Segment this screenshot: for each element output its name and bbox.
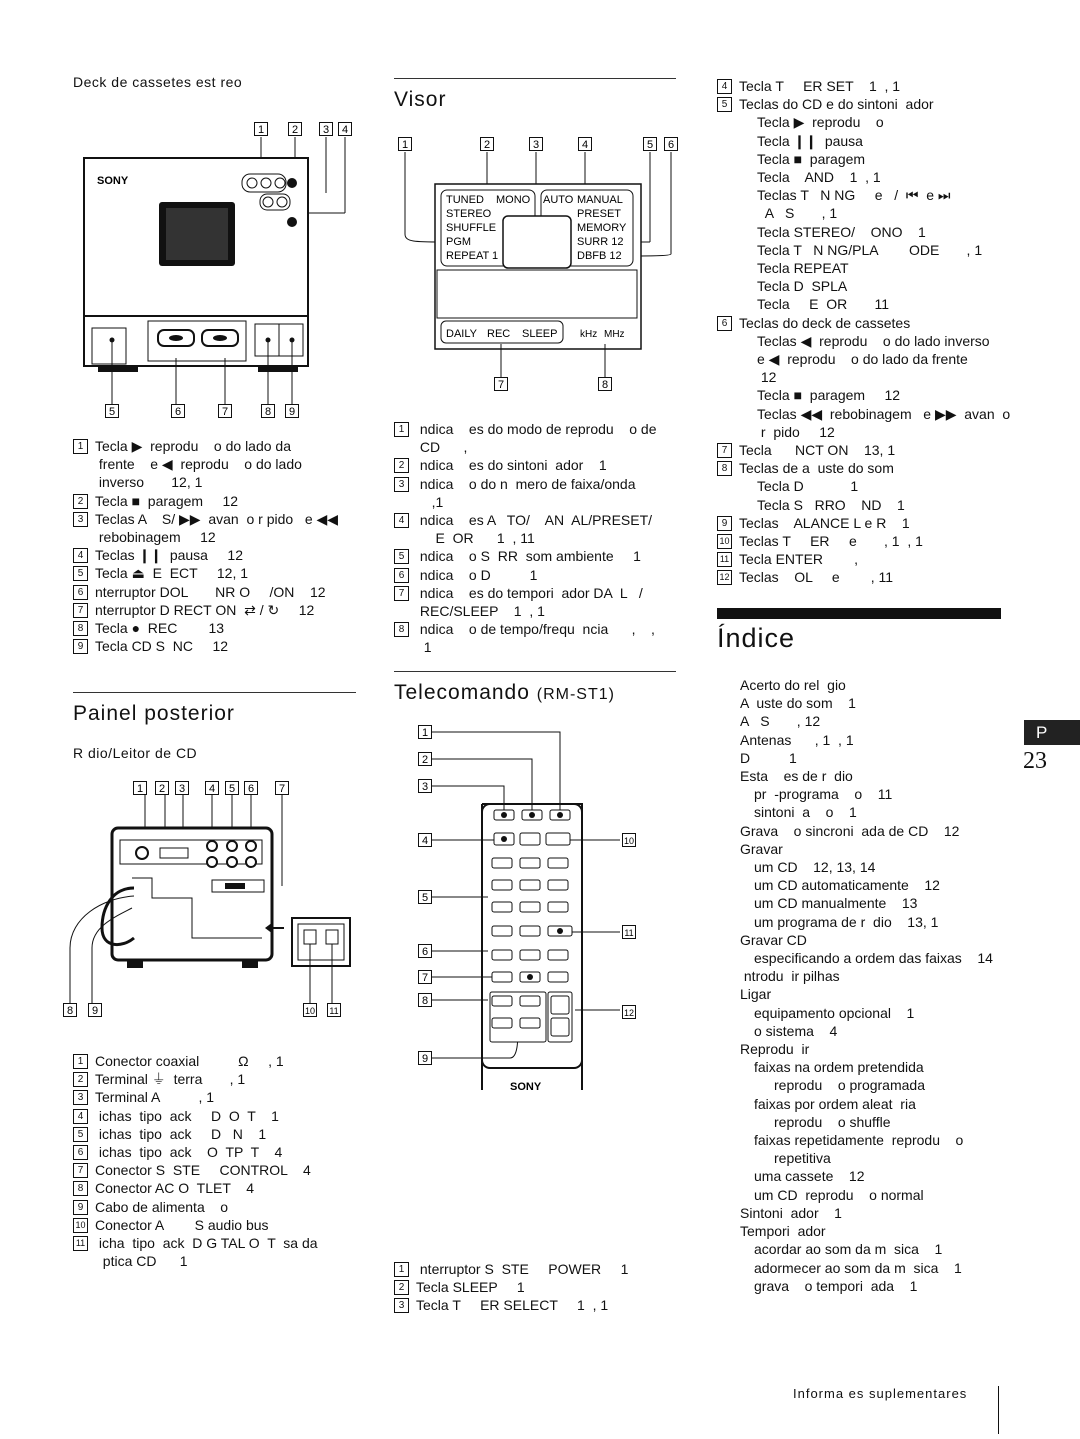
svg-text:SURR 12: SURR 12 bbox=[577, 236, 624, 248]
callout-number: 3 bbox=[421, 781, 429, 793]
list-item bbox=[73, 510, 363, 546]
remote-brand: SONY bbox=[510, 1081, 542, 1093]
item-text: ndica es do tempori ador DA L / REC/SLEEP 1 , 1 bbox=[419, 584, 643, 620]
index-entry: um CD 12, 13, 14 bbox=[754, 859, 876, 876]
remote-button bbox=[520, 1018, 540, 1028]
index-entry: reprodu o programada bbox=[774, 1077, 925, 1094]
remote-button bbox=[492, 996, 512, 1006]
list-item bbox=[717, 314, 1022, 332]
item-text: Conector S STE CONTROL 4 bbox=[95, 1162, 311, 1179]
svg-text:kHz: kHz bbox=[580, 329, 598, 340]
item-number: 8 bbox=[394, 622, 409, 637]
list-item bbox=[394, 1260, 680, 1278]
painel-posterior-title: Painel posterior bbox=[73, 702, 235, 725]
item-text: Tecla NCT ON 13, 1 bbox=[739, 442, 896, 459]
remote-button bbox=[492, 880, 512, 890]
index-entry: ntrodu ir pilhas bbox=[740, 968, 840, 985]
footer-section-name: Informa es suplementares bbox=[793, 1386, 968, 1401]
item-text: Teclas T ER e , 1 , 1 bbox=[739, 533, 923, 550]
item-text: Teclas do CD e do sintoni ador bbox=[739, 96, 934, 113]
list-item bbox=[73, 1107, 363, 1125]
callout-number: 10 bbox=[623, 836, 635, 846]
list-item bbox=[73, 1088, 363, 1106]
callout-number: 1 bbox=[401, 139, 409, 151]
list-item bbox=[73, 1198, 363, 1216]
item-text: Teclas ❙❙ pausa 12 bbox=[95, 547, 243, 564]
item-number: 12 bbox=[717, 570, 732, 585]
item-text: Teclas ALANCE L e R 1 bbox=[739, 514, 910, 531]
item-number: 4 bbox=[73, 548, 88, 563]
item-text: Tecla ■ paragem 12 bbox=[757, 387, 901, 404]
item-text: Cabo de alimenta o bbox=[95, 1198, 229, 1215]
list-item bbox=[717, 113, 1022, 131]
index-entry: Tempori ador bbox=[740, 1223, 826, 1240]
item-number: 9 bbox=[73, 1200, 88, 1215]
item-text: Tecla ENTER , bbox=[739, 551, 859, 568]
item-text: Tecla REPEAT bbox=[757, 260, 849, 277]
item-text: Terminal A , 1 bbox=[95, 1089, 215, 1106]
index-entry: Reprodu ir bbox=[740, 1041, 810, 1058]
remote-button bbox=[492, 950, 512, 960]
item-text: nterruptor DOL NR O /ON 12 bbox=[95, 583, 326, 600]
item-number: 1 bbox=[394, 422, 409, 437]
item-text: nterruptor S STE POWER 1 bbox=[416, 1261, 629, 1277]
callout-number: 7 bbox=[421, 972, 429, 984]
item-text: Teclas do deck de cassetes bbox=[739, 314, 911, 331]
list-item bbox=[717, 405, 1022, 441]
remote-button bbox=[492, 902, 512, 912]
index-entry: reprodu o shuffle bbox=[774, 1113, 891, 1130]
item-number: 8 bbox=[73, 621, 88, 636]
indice-title: Índice bbox=[717, 623, 796, 653]
item-text: ndica o do n mero de faixa/onda ,1 bbox=[419, 475, 636, 510]
list-item bbox=[73, 1052, 363, 1070]
index-entry: Sintoni ador 1 bbox=[740, 1204, 842, 1221]
callout-number: 5 bbox=[421, 892, 429, 904]
list-item bbox=[73, 564, 363, 582]
remote-model: (RM-ST1) bbox=[536, 686, 615, 703]
callout-number: 2 bbox=[158, 783, 166, 795]
remote-button bbox=[520, 926, 540, 936]
svg-text:AUTO: AUTO bbox=[543, 194, 574, 206]
item-number: 2 bbox=[73, 494, 88, 509]
cassette-deck-illustration bbox=[80, 118, 365, 423]
callout-number: 11 bbox=[329, 1006, 339, 1016]
callout-number: 5 bbox=[108, 406, 116, 418]
remote-button bbox=[551, 1018, 569, 1036]
remote-controls-list-continued bbox=[717, 77, 1022, 587]
index-entry: A uste do som 1 bbox=[740, 695, 856, 712]
list-item bbox=[73, 492, 363, 510]
item-number: 5 bbox=[73, 566, 88, 581]
list-item bbox=[73, 546, 363, 564]
item-text: Conector AC O TLET 4 bbox=[95, 1180, 254, 1197]
remote-button bbox=[548, 972, 568, 982]
list-item bbox=[717, 223, 1022, 241]
item-number: 1 bbox=[394, 1262, 409, 1277]
item-number: 6 bbox=[394, 568, 409, 583]
callout-number: 4 bbox=[421, 835, 429, 847]
item-text: Teclas de a uste do som bbox=[739, 460, 894, 477]
item-text: Conector A S audio bus bbox=[95, 1216, 269, 1233]
item-text: Tecla ▶ reprodu o do lado da frente e ◀ reprodu o do lado inverso 12, 1 bbox=[95, 438, 302, 491]
item-number: 8 bbox=[73, 1181, 88, 1196]
callout-number: 5 bbox=[228, 783, 236, 795]
footer-rule bbox=[998, 1386, 999, 1434]
callout-number: 6 bbox=[667, 139, 675, 151]
callout-number: 12 bbox=[623, 1008, 635, 1018]
item-number: 3 bbox=[394, 477, 409, 492]
list-item bbox=[717, 496, 1022, 514]
callout-number: 2 bbox=[483, 139, 491, 151]
callout-number: 4 bbox=[581, 139, 589, 151]
index-entry: especificando a ordem das faixas 14 bbox=[754, 950, 993, 967]
index-entry: Grava o sincroni ada de CD 12 bbox=[740, 822, 960, 839]
item-text: Tecla T ER SET 1 , 1 bbox=[739, 78, 901, 94]
list-item bbox=[717, 277, 1022, 295]
list-item bbox=[394, 584, 680, 620]
index-entry: um CD automaticamente 12 bbox=[754, 877, 940, 894]
callout-number: 9 bbox=[91, 1005, 99, 1017]
callout-number: 7 bbox=[497, 379, 505, 391]
item-text: Teclas T N NG e / ⏮ e ⏭ A S , 1 bbox=[757, 187, 951, 222]
callout-number: 1 bbox=[257, 124, 265, 136]
list-item bbox=[717, 550, 1022, 568]
index-entry: uma cassete 12 bbox=[754, 1168, 865, 1185]
radio-cd-heading: R dio/Leitor de CD bbox=[73, 745, 198, 761]
item-text: icha tipo ack D G TAL O T sa da ptica CD 1 bbox=[98, 1235, 318, 1270]
remote-control-illustration bbox=[410, 720, 645, 1093]
item-text: ndica o de tempo/frequ ncia , , 1 bbox=[419, 621, 655, 656]
language-tab: P bbox=[1024, 720, 1080, 745]
rear-panel-list bbox=[73, 1052, 363, 1270]
index-entry: sintoni a o 1 bbox=[754, 804, 857, 821]
item-text: Tecla D 1 bbox=[757, 478, 859, 495]
list-item bbox=[717, 568, 1022, 586]
item-text: ichas tipo ack D O T 1 bbox=[95, 1107, 279, 1124]
callout-number: 10 bbox=[304, 1006, 316, 1016]
callout-number: 1 bbox=[421, 727, 429, 739]
item-text: Terminal ⏚ terra , 1 bbox=[95, 1071, 246, 1088]
item-text: Teclas A S/ ▶▶ avan o r pido e ◀◀ rebobinagem 12 bbox=[95, 510, 339, 546]
list-item bbox=[394, 547, 680, 565]
list-item bbox=[717, 150, 1022, 168]
item-text: Tecla ⏏ E ECT 12, 1 bbox=[95, 565, 249, 582]
index-entry: pr -programa o 11 bbox=[754, 786, 893, 803]
page-number: 23 bbox=[1023, 748, 1047, 774]
item-number: 1 bbox=[73, 439, 88, 454]
callout-number: 6 bbox=[174, 406, 182, 418]
item-number: 6 bbox=[717, 316, 732, 331]
list-item bbox=[394, 456, 680, 474]
index-entry: Ligar bbox=[740, 986, 772, 1003]
deck-heading: Deck de cassetes est reo bbox=[73, 74, 243, 90]
list-item bbox=[73, 1234, 363, 1270]
list-item bbox=[717, 95, 1022, 113]
remote-button bbox=[520, 833, 540, 845]
svg-text:SLEEP: SLEEP bbox=[522, 328, 558, 340]
item-number: 4 bbox=[73, 1109, 88, 1124]
list-item bbox=[73, 1216, 363, 1234]
list-item bbox=[717, 241, 1022, 259]
callout-number: 8 bbox=[421, 995, 429, 1007]
list-item bbox=[717, 514, 1022, 532]
list-item bbox=[73, 1161, 363, 1179]
item-number: 7 bbox=[717, 443, 732, 458]
item-text: Tecla ■ paragem bbox=[757, 150, 866, 167]
index-entry: faixas por ordem aleat ria bbox=[754, 1095, 916, 1112]
index-entry: faixas na ordem pretendida bbox=[754, 1059, 924, 1076]
remote-button bbox=[520, 880, 540, 890]
list-item bbox=[394, 1278, 680, 1296]
callout-number: 8 bbox=[66, 1005, 74, 1017]
callout-number: 1 bbox=[136, 783, 144, 795]
item-number: 3 bbox=[73, 1090, 88, 1105]
index-entry: Antenas , 1 , 1 bbox=[740, 731, 854, 748]
item-number: 11 bbox=[73, 1236, 88, 1251]
svg-text:MONO: MONO bbox=[496, 194, 531, 206]
item-text: ndica es do modo de reprodu o de CD , bbox=[419, 421, 657, 456]
rear-panel-illustration bbox=[62, 778, 362, 1023]
item-text: Tecla D SPLA bbox=[757, 278, 848, 295]
telecomando-title bbox=[394, 681, 615, 705]
section-divider bbox=[73, 692, 356, 693]
item-text: Tecla T N NG/PLA ODE , 1 bbox=[757, 241, 983, 258]
callout-number: 7 bbox=[278, 783, 286, 795]
list-item bbox=[717, 386, 1022, 404]
item-number: 6 bbox=[73, 585, 88, 600]
list-item bbox=[394, 511, 680, 547]
item-text: Conector coaxial Ω , 1 bbox=[95, 1053, 284, 1069]
svg-text:TUNED: TUNED bbox=[446, 194, 484, 206]
index-entry: Gravar bbox=[740, 840, 783, 857]
list-item bbox=[73, 601, 363, 619]
index-entry: um programa de r dio 13, 1 bbox=[754, 913, 939, 930]
remote-button bbox=[520, 858, 540, 868]
item-number: 4 bbox=[394, 513, 409, 528]
svg-text:MANUAL: MANUAL bbox=[577, 194, 623, 206]
item-number: 1 bbox=[73, 1054, 88, 1069]
index-entry: acordar ao som da m sica 1 bbox=[754, 1241, 943, 1258]
index-entry: um CD reprodu o normal bbox=[754, 1186, 924, 1203]
item-number: 7 bbox=[394, 586, 409, 601]
deck-controls-list bbox=[73, 437, 363, 655]
svg-text:SHUFFLE: SHUFFLE bbox=[446, 222, 497, 234]
index-entry: adormecer ao som da m sica 1 bbox=[754, 1259, 962, 1276]
svg-text:MHz: MHz bbox=[604, 329, 625, 340]
svg-text:STEREO: STEREO bbox=[446, 208, 492, 220]
item-number: 8 bbox=[717, 461, 732, 476]
remote-button bbox=[520, 902, 540, 912]
item-number: 5 bbox=[394, 549, 409, 564]
remote-button bbox=[492, 972, 512, 982]
visor-title: Visor bbox=[394, 88, 447, 111]
list-item bbox=[717, 186, 1022, 222]
item-text: Teclas ◀ reprodu o do lado inverso e ◀ reprodu o do lado da frente 12 bbox=[757, 332, 990, 386]
index-entry: grava o tempori ada 1 bbox=[754, 1277, 918, 1294]
remote-button bbox=[548, 880, 568, 890]
item-text: Tecla E OR 11 bbox=[757, 296, 890, 313]
item-text: Tecla CD S NC 12 bbox=[95, 638, 229, 655]
list-item bbox=[717, 332, 1022, 387]
callout-number: 5 bbox=[646, 139, 654, 151]
list-item bbox=[394, 420, 680, 456]
list-item bbox=[394, 566, 680, 584]
list-item bbox=[717, 441, 1022, 459]
list-item bbox=[717, 477, 1022, 495]
item-number: 10 bbox=[717, 534, 732, 549]
index-entry: repetitiva bbox=[774, 1150, 831, 1167]
remote-button bbox=[546, 833, 570, 845]
index-entry: o sistema 4 bbox=[754, 1022, 838, 1039]
remote-button bbox=[520, 950, 540, 960]
svg-text:MEMORY: MEMORY bbox=[577, 222, 627, 234]
display-indicators-list bbox=[394, 420, 680, 657]
list-item bbox=[73, 437, 363, 492]
item-number: 5 bbox=[717, 97, 732, 112]
item-text: Tecla AND 1 , 1 bbox=[757, 169, 881, 186]
index-list bbox=[718, 676, 1028, 1295]
item-text: Teclas OL e , 11 bbox=[739, 569, 894, 586]
index-entry: Gravar CD bbox=[740, 931, 807, 948]
list-item bbox=[717, 295, 1022, 313]
list-item bbox=[73, 619, 363, 637]
item-text: ndica es do sintoni ador 1 bbox=[416, 457, 607, 474]
list-item bbox=[717, 168, 1022, 186]
item-number: 9 bbox=[717, 516, 732, 531]
index-entry: Esta es de r dio bbox=[740, 768, 853, 785]
index-entry: faixas repetidamente reprodu o bbox=[754, 1132, 964, 1149]
item-text: Tecla ■ paragem 12 bbox=[95, 492, 239, 509]
callout-number: 9 bbox=[288, 406, 296, 418]
index-entry: A S , 12 bbox=[740, 713, 821, 730]
list-item bbox=[394, 1296, 680, 1314]
index-rule bbox=[717, 608, 1001, 619]
list-item bbox=[717, 532, 1022, 550]
item-number: 5 bbox=[73, 1127, 88, 1142]
remote-controls-list bbox=[394, 1260, 680, 1315]
callout-number: 8 bbox=[264, 406, 272, 418]
index-entry: equipamento opcional 1 bbox=[754, 1004, 915, 1021]
list-item bbox=[717, 77, 1022, 95]
remote-button bbox=[520, 996, 540, 1006]
callout-number: 3 bbox=[322, 124, 330, 136]
item-text: Tecla ▶ reprodu o bbox=[757, 114, 884, 131]
svg-text:PRESET: PRESET bbox=[577, 208, 622, 220]
callout-number: 6 bbox=[247, 783, 255, 795]
item-text: Teclas ◀◀ rebobinagem e ▶▶ avan o r pido 12 bbox=[757, 405, 1011, 440]
item-number: 7 bbox=[73, 1163, 88, 1178]
callout-number: 4 bbox=[208, 783, 216, 795]
remote-button bbox=[492, 858, 512, 868]
item-number: 7 bbox=[73, 603, 88, 618]
remote-button bbox=[548, 858, 568, 868]
item-text: Tecla ❙❙ pausa bbox=[757, 132, 863, 149]
item-text: ndica o D 1 bbox=[416, 566, 538, 583]
item-text: ndica o S RR som ambiente 1 bbox=[416, 548, 641, 565]
item-number: 2 bbox=[73, 1072, 88, 1087]
section-divider bbox=[394, 671, 676, 672]
item-text: Tecla T ER SELECT 1 , 1 bbox=[416, 1297, 609, 1314]
remote-button bbox=[548, 950, 568, 960]
item-text: ndica es A TO/ AN AL/PRESET/ E OR 1 , 11 bbox=[419, 512, 653, 547]
callout-number: 7 bbox=[221, 406, 229, 418]
item-number: 2 bbox=[394, 458, 409, 473]
item-text: Tecla STEREO/ ONO 1 bbox=[757, 223, 926, 240]
list-item bbox=[717, 259, 1022, 277]
item-number: 3 bbox=[394, 1298, 409, 1313]
remote-button bbox=[492, 1018, 512, 1028]
remote-button bbox=[551, 996, 569, 1014]
callout-number: 4 bbox=[341, 124, 349, 136]
list-item bbox=[73, 1125, 363, 1143]
item-number: 10 bbox=[73, 1218, 88, 1233]
section-divider bbox=[394, 78, 676, 79]
svg-text:REC: REC bbox=[487, 328, 511, 340]
list-item bbox=[394, 620, 680, 656]
callout-number: 2 bbox=[291, 124, 299, 136]
item-text: nterruptor D RECT ON ⇄ / ↻ 12 bbox=[95, 601, 315, 618]
remote-button bbox=[548, 902, 568, 912]
index-entry: D 1 bbox=[740, 749, 797, 766]
list-item bbox=[73, 1070, 363, 1088]
svg-text:DAILY: DAILY bbox=[446, 328, 477, 340]
list-item bbox=[717, 132, 1022, 150]
item-text: ichas tipo ack D N 1 bbox=[95, 1125, 267, 1142]
item-text: Tecla ● REC 13 bbox=[95, 620, 225, 637]
callout-number: 6 bbox=[421, 946, 429, 958]
list-item bbox=[73, 583, 363, 601]
item-number: 3 bbox=[73, 512, 88, 527]
callout-number: 3 bbox=[178, 783, 186, 795]
deck-brand: SONY bbox=[97, 175, 129, 187]
index-entry: Acerto do rel gio bbox=[740, 677, 846, 693]
callout-number: 8 bbox=[601, 379, 609, 391]
item-text: Tecla SLEEP 1 bbox=[416, 1279, 525, 1296]
list-item bbox=[73, 1143, 363, 1161]
item-text: ichas tipo ack O TP T 4 bbox=[95, 1144, 283, 1161]
item-text: Tecla S RRO ND 1 bbox=[757, 496, 905, 513]
callout-number: 9 bbox=[421, 1053, 429, 1065]
index-entry: um CD manualmente 13 bbox=[754, 895, 918, 912]
item-number: 9 bbox=[73, 639, 88, 654]
svg-text:PGM: PGM bbox=[446, 236, 472, 248]
list-item bbox=[73, 1179, 363, 1197]
telecomando-label: Telecomando bbox=[394, 681, 530, 704]
svg-text:DBFB 12: DBFB 12 bbox=[577, 250, 622, 262]
list-item bbox=[394, 475, 680, 511]
callout-number: 2 bbox=[421, 754, 429, 766]
list-item bbox=[717, 459, 1022, 477]
list-item bbox=[73, 637, 363, 655]
item-number: 6 bbox=[73, 1145, 88, 1160]
remote-button bbox=[492, 926, 512, 936]
item-number: 4 bbox=[717, 79, 732, 94]
display-illustration bbox=[395, 134, 680, 396]
callout-number: 11 bbox=[624, 928, 634, 938]
svg-text:REPEAT 1: REPEAT 1 bbox=[446, 250, 499, 262]
item-number: 11 bbox=[717, 552, 732, 567]
callout-number: 3 bbox=[532, 139, 540, 151]
item-number: 2 bbox=[394, 1280, 409, 1295]
